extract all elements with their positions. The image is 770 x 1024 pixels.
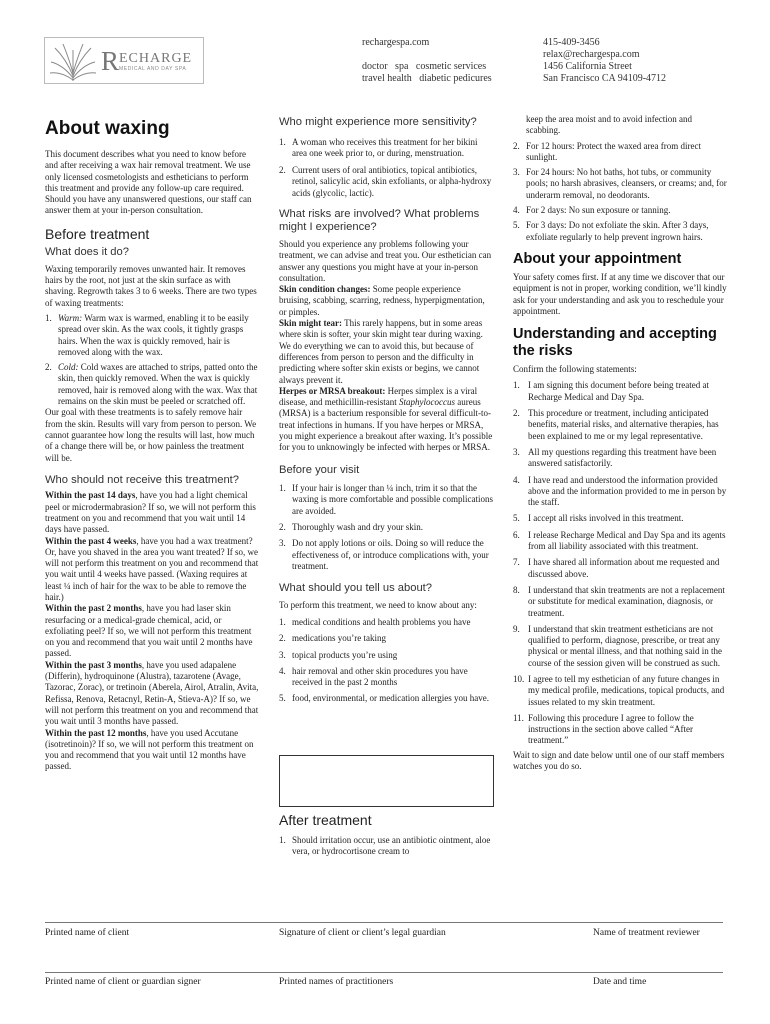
tell-us-list [279, 617, 493, 705]
list-item [45, 362, 260, 407]
type-label: Cold: [58, 362, 79, 373]
waxing-types-list [45, 313, 260, 407]
what-does-it-do-heading: What does it do? [45, 246, 129, 259]
website-link[interactable]: rechargespa.com [362, 37, 430, 48]
services-line-1: doctor spa cosmetic services [362, 61, 487, 72]
list-item: 3. Do not apply lotions or oils. Doing so will reduce the effectiveness of, or introduce complications with, your treatment. [279, 538, 489, 571]
before-treatment-heading: Before treatment [45, 225, 150, 242]
risk-item: Skin might tear: This rarely happens, but in some areas where skin is softer, your skin might tear during waxing. We do everything we can to avoid this, but because of differences from person to person and the difficulty in predicting where softer skin exists or begins, we cannot always prevent it. [279, 318, 483, 385]
appointment-text: Your safety comes first. If at any time we discover that our equipment is not in proper, working condition, we’ll kindly ask for your understanding and ask you to reschedule your appointment. [513, 271, 727, 316]
sensitivity-heading: Who might experience more sensitivity? [279, 116, 477, 128]
list-item: 4. For 2 days: No sun exposure or tanning. [513, 205, 671, 216]
before-visit-heading: Before your visit [279, 463, 360, 476]
type-label: Warm: [58, 312, 83, 323]
tell-us-intro: To perform this treatment, we need to know about any: [279, 599, 477, 610]
list-item: 2. This procedure or treatment, including anticipated benefits, material risks, and alternative therapies, has been explained to me or my legal representative. [513, 408, 719, 441]
risk-item: Skin condition changes: Some people experience bruising, scabbing, scarring, redness, hyperpigmentation, or pimples. [279, 284, 485, 317]
client-name-label[interactable]: Printed name of client [45, 928, 130, 938]
list-item: 2. Current users of oral antibiotics, topical antibiotics, retinol, salicylic acid, skin exfoliants, or alpha-hydroxy acids (glycolic, lactic). [279, 165, 492, 198]
list-item: 4. hair removal and other skin procedures you have received in the past 2 months [279, 665, 468, 688]
after-treatment-heading: After treatment [279, 812, 372, 828]
sensitivity-list [279, 137, 493, 199]
list-item: 10. I agree to tell my esthetician of any future changes in my medical profile, medications, topical products, and issues related to my skin treatment. [513, 673, 725, 707]
list-item: 8. I understand that skin treatments are not a replacement or substitute for medical examination, diagnosis, or treatment. [513, 584, 725, 618]
list-item: 9. I understand that skin treatment estheticians are not qualified to perform, diagnose, prescribe, or treat any physical or mental illness, and that nothing said in the course of the session given will be construed as such. [513, 623, 722, 668]
list-item: 3. For 24 hours: No hot baths, hot tubs, or community pools; no harsh abrasives, cleansers, or creams; and, for underarm removal, no deodorants. [513, 167, 727, 200]
list-number: 2. [45, 362, 52, 373]
list-item: 3. All my questions regarding this treatment have been answered satisfactorily. [513, 446, 717, 469]
list-item: 1. If your hair is longer than ¼ inch, trim it so that the waxing is more comfortable and possible complications are avoided. [279, 483, 493, 516]
logo-wordmark: ECHARGE [119, 51, 193, 66]
list-item: 1. I am signing this document before being treated at Recharge Medical and Day Spa. [513, 380, 709, 402]
street-address: 1456 California Street [543, 61, 632, 72]
logo-initial: R [101, 46, 120, 76]
list-item: 2. For 12 hours: Protect the waxed area from direct sunlight. [513, 140, 701, 162]
column-2 [279, 116, 493, 705]
goal-paragraph: Our goal with these treatments is to safely remove hair from the skin. Results will vary from person to person. We cannot guarantee how long the results will last, how much of a change there will be, or how painless the treatment will be. [45, 407, 257, 463]
risks-acceptance-heading: Understanding and accepting the risks [513, 326, 717, 360]
list-item: 11. Following this procedure I agree to follow the instructions in the section above called “After treatment.” [513, 712, 694, 746]
tell-us-heading: What should you tell us about? [279, 582, 432, 595]
type-text: Cold waxes are attached to strips, patted onto the skin, then quickly removed. When the wax is quickly removed, hair is removed along with the wax. Wax that remains on the skin must be peeled or scratched off. [58, 362, 258, 407]
practitioners-label[interactable]: Printed names of practitioners [279, 977, 394, 987]
statements-list [513, 380, 727, 746]
after-treatment-list [513, 141, 727, 243]
appointment-heading: About your appointment [513, 250, 682, 267]
list-item: Within the past 4 weeks, have you had a wax treatment? Or, have you shaved in the area you want treated? If so, we will not perform this treatment on you and recommend that you wait until 4 weeks have passed. (Waxing requires at least ¼ inch of hair for the wax to be able to remove the hair.) [45, 535, 259, 602]
notes-box[interactable] [279, 755, 494, 807]
company-logo [44, 37, 204, 84]
list-item: 3. topical products you’re using [279, 649, 398, 660]
type-text: Warm wax is warmed, enabling it to be easily spread over skin. As the wax cools, it tightly grasps hairs. When the wax is quickly removed, hair is removed along with the wax. [58, 312, 249, 357]
grass-icon [49, 40, 97, 82]
list-item: 5. food, environmental, or medication allergies you have. [279, 693, 490, 704]
before-visit-list [279, 483, 493, 572]
list-item: Within the past 14 days, have you had a light chemical peel or microdermabrasion? If so, we will not perform this treatment on you and recommend that you wait until 14 days have passed. [45, 490, 256, 535]
list-number: 1. [45, 312, 52, 323]
confirm-text: Confirm the following statements: [513, 364, 637, 375]
signer-name-label[interactable]: Printed name of client or guardian signer [45, 977, 201, 987]
reviewer-label[interactable]: Name of treatment reviewer [593, 928, 700, 938]
list-item: 6. I release Recharge Medical and Day Spa and its agents from all liability associated with this treatment. [513, 529, 726, 552]
column-3 [513, 114, 727, 772]
after-treatment-item-1: 1. Should irritation occur, use an antibiotic ointment, aloe vera, or hydrocortisone cream to [279, 835, 491, 857]
list-item: 7. I have shared all information about me requested and discussed above. [513, 557, 720, 579]
logo-subtitle: MEDICAL AND DAY SPA [119, 66, 187, 72]
city-address: San Francisco CA 94109-4712 [543, 73, 667, 84]
wait-instruction: Wait to sign and date below until one of our staff members watches you do so. [513, 749, 725, 772]
risk-item: Herpes or MRSA breakout: Herpes simplex is a viral disease, and methicillin-resistant Staphylococcus aureus (MRSA) is a bacterium responsible for several difficult-to-treat infections in humans. If you have herpes or MRSA, you might experience a breakout after waxing. It’s possible for you to unknowingly be infected with herpes or MRSA. [279, 385, 493, 453]
list-item: 5. For 3 days: Do not exfoliate the skin. After 3 days, exfoliate regularly to help prevent ingrown hairs. [513, 220, 709, 242]
email-link[interactable]: relax@rechargespa.com [543, 49, 640, 60]
column-1 [45, 118, 260, 773]
list-item: 1. A woman who receives this treatment for her bikini area one week prior to, or during, menstruation. [279, 136, 478, 158]
client-signature-label[interactable]: Signature of client or client’s legal guardian [279, 928, 446, 938]
list-item [45, 313, 260, 358]
list-item: 5. I accept all risks involved in this treatment. [513, 513, 684, 524]
list-item: Within the past 2 months, have you had laser skin resurfacing or a medical-grade chemical, acid, or exfoliating peel? If so, we will not perform this treatment on you and recommend that you wait until 2 months have passed. [45, 603, 253, 659]
phone-number[interactable]: 415-409-3456 [543, 37, 600, 48]
date-time-label[interactable]: Date and time [593, 977, 647, 987]
list-item: Within the past 3 months, have you used adapalene (Differin), hydroquinone (Alustra), tazarotene (Avage, Tazorac, Zorac), or tretinoin (Aberela, Airol, Atralin, Avita, Refissa, Renova, Retacnyl, Retin-A, Stieva-A)? If so, we will not perform this treatment on you and recommend that you wait until 3 months have passed. [45, 659, 259, 727]
contraindications-list [45, 490, 260, 772]
who-should-not-heading: Who should not receive this treatment? [45, 473, 240, 486]
list-item: 2. medications you’re taking [279, 633, 386, 644]
list-item: 2. Thoroughly wash and dry your skin. [279, 522, 423, 533]
services-line-2: travel health diabetic pedicures [362, 73, 492, 84]
after-treatment-continued: keep the area moist and to avoid infection and scabbing. [526, 114, 692, 136]
risks-intro: Should you experience any problems following your treatment, we can advise and treat you. Our esthetician can answer any questions you might have at your in-person consultation. [279, 238, 492, 283]
risks-heading: What risks are involved? What problems might I experience? [279, 207, 480, 234]
signature-line-1 [45, 922, 723, 923]
list-item: 4. I have read and understood the information provided above and the information provided to me in person by the staff. [513, 474, 727, 508]
signature-line-2 [45, 972, 723, 973]
intro-paragraph: This document describes what you need to know before and after receiving a wax hair removal treatment. We use only licensed cosmetologists and estheticians to perform this treatment and provide any follow-up care required. Should you have any unanswered questions, our staff can answer them at your in-person consultation. [45, 149, 252, 216]
what-does-it-do-text: Waxing temporarily removes unwanted hair. It removes hairs by the root, not just at the skin surface as with shaving. Regrowth takes 3 to 6 weeks. There are two types of waxing treatments: [45, 263, 257, 308]
list-item: Within the past 12 months, have you used Accutane (isotretinoin)? If so, we will not perform this treatment on you and recommend that you wait until 12 months have passed. [45, 727, 254, 772]
page-title: About waxing [45, 118, 170, 139]
list-item: 1. medical conditions and health problems you have [279, 617, 471, 627]
